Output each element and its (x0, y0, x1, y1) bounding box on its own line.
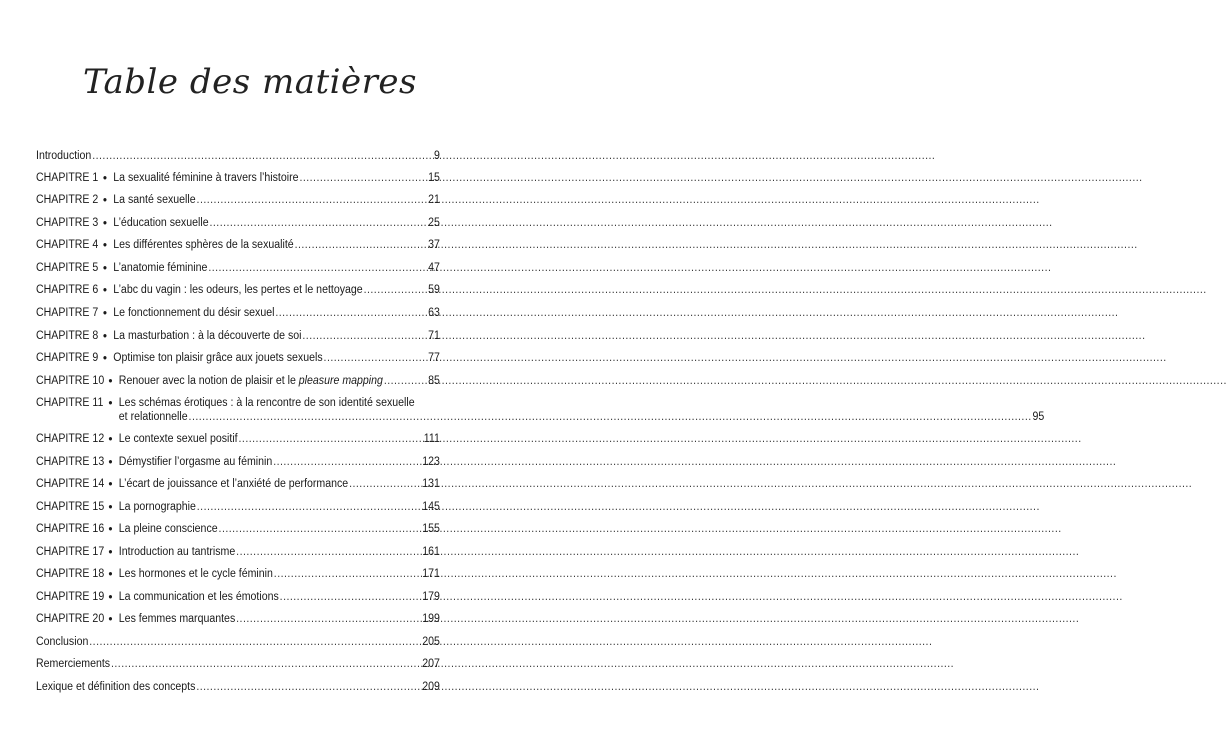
page-number: 37 (428, 239, 440, 251)
bullet-icon: ● (102, 195, 108, 204)
chapter-number: CHAPITRE 20 (36, 613, 105, 625)
toc-entry-chapitre-18[interactable] (36, 567, 440, 581)
page-number: 179 (422, 591, 440, 603)
chapter-number: CHAPITRE 13 (36, 456, 105, 468)
page-number: 111 (423, 433, 440, 445)
toc-entry-introduction[interactable] (36, 149, 440, 163)
chapter-number: CHAPITRE 12 (36, 433, 105, 445)
dot-leader (302, 329, 427, 343)
page-number: 25 (428, 217, 440, 229)
bullet-icon: ● (102, 353, 108, 362)
toc-entry-remerciements[interactable] (36, 657, 440, 671)
toc-entry-lexique[interactable] (36, 680, 440, 694)
chapter-number: CHAPITRE 3 (36, 217, 99, 229)
chapter-number: CHAPITRE 19 (36, 591, 105, 603)
page-number: 131 (422, 478, 440, 490)
dot-leader (111, 657, 421, 671)
page-number: 95 (1032, 411, 1045, 423)
bullet-icon: ● (108, 592, 113, 601)
bullet-icon: ● (102, 240, 108, 249)
entry-label: L’écart de jouissance et l’anxiété de performance (118, 478, 349, 490)
bullet-icon: ● (108, 569, 113, 578)
toc-entry-conclusion[interactable] (36, 635, 440, 649)
page-number: 71 (428, 330, 440, 342)
entry-label: Optimise ton plaisir grâce aux jouets sexuels (113, 352, 323, 364)
entry-label: La santé sexuelle (113, 194, 196, 206)
toc-entry-chapitre-1[interactable] (36, 171, 440, 185)
bullet-icon: ● (102, 173, 108, 182)
entry-label-line2-wrap (119, 410, 1045, 424)
entry-label: La pleine conscience (118, 523, 218, 535)
page-number: 63 (428, 307, 440, 319)
bullet-icon: ● (108, 398, 113, 407)
page-number: 77 (428, 352, 440, 364)
page-number: 161 (422, 546, 440, 558)
chapter-number: CHAPITRE 4 (36, 239, 99, 251)
dot-leader (275, 306, 427, 320)
chapter-number: CHAPITRE 11 (36, 397, 104, 409)
chapter-number: CHAPITRE 7 (36, 307, 99, 319)
dot-leader (197, 500, 422, 514)
page-number: 123 (422, 456, 440, 468)
entry-label: Introduction au tantrisme (118, 546, 236, 558)
toc-title: Table des matières (82, 62, 417, 102)
dot-leader (324, 351, 428, 365)
entry-label-block (119, 396, 1045, 424)
toc-entry-chapitre-10[interactable] (36, 374, 440, 388)
dot-leader (219, 522, 422, 536)
toc-entry-chapitre-8[interactable] (36, 329, 440, 343)
toc-entry-chapitre-17[interactable] (36, 545, 440, 559)
bullet-icon: ● (108, 614, 113, 623)
chapter-number: CHAPITRE 1 (36, 172, 99, 184)
toc-entry-chapitre-11[interactable] (36, 396, 1045, 424)
dot-leader (210, 216, 428, 230)
bullet-icon: ● (102, 331, 108, 340)
bullet-icon: ● (108, 524, 113, 533)
page-number: 85 (428, 375, 440, 387)
entry-label-line2: et relationnelle (118, 411, 188, 423)
toc-entry-chapitre-19[interactable] (36, 590, 440, 604)
toc-entry-chapitre-6[interactable] (36, 283, 440, 297)
toc-entry-chapitre-2[interactable] (36, 193, 440, 207)
toc-entry-chapitre-13[interactable] (36, 455, 440, 469)
chapter-number: CHAPITRE 6 (36, 284, 99, 296)
toc-entry-chapitre-9[interactable] (36, 351, 440, 365)
bullet-icon: ● (108, 457, 113, 466)
entry-label: Les schémas érotiques : à la rencontre de son identité sexuelle (118, 397, 415, 409)
page-number: 205 (422, 636, 440, 648)
dot-leader (280, 590, 422, 604)
page-number: 145 (422, 501, 440, 513)
page-number: 171 (422, 568, 440, 580)
chapter-number: CHAPITRE 9 (36, 352, 99, 364)
entry-label: Renouer avec la notion de plaisir et le (118, 375, 296, 387)
bullet-icon: ● (102, 308, 108, 317)
dot-leader (189, 410, 1032, 424)
dot-leader (239, 432, 423, 446)
dot-leader (349, 477, 421, 491)
dot-leader (89, 635, 421, 649)
entry-label: La pornographie (118, 501, 196, 513)
dot-leader (92, 149, 433, 163)
page-number: 9 (433, 150, 440, 162)
entry-label-italic: pleasure mapping (298, 375, 383, 387)
entry-label: Les hormones et le cycle féminin (118, 568, 273, 580)
page-number: 199 (422, 613, 440, 625)
dot-leader (273, 455, 421, 469)
bullet-icon: ● (108, 502, 113, 511)
toc-entry-chapitre-15[interactable] (36, 500, 440, 514)
chapter-number: CHAPITRE 2 (36, 194, 99, 206)
entry-label: Les différentes sphères de la sexualité (113, 239, 294, 251)
bullet-icon: ● (108, 479, 113, 488)
entry-label: L’éducation sexuelle (113, 217, 209, 229)
toc-entry-chapitre-4[interactable] (36, 238, 440, 252)
toc-entry-chapitre-3[interactable] (36, 216, 440, 230)
toc-entry-chapitre-20[interactable] (36, 612, 440, 626)
entry-label: La sexualité féminine à travers l’histoire (113, 172, 299, 184)
bullet-icon: ● (108, 376, 113, 385)
entry-label: L’anatomie féminine (113, 262, 208, 274)
entry-label: Introduction (36, 150, 92, 162)
dot-leader (295, 238, 428, 252)
dot-leader (197, 193, 428, 207)
dot-leader (299, 171, 427, 185)
chapter-number: CHAPITRE 14 (36, 478, 105, 490)
dot-leader (236, 612, 421, 626)
toc-entry-chapitre-7[interactable] (36, 306, 440, 320)
page-number: 15 (428, 172, 440, 184)
entry-label: Le fonctionnement du désir sexuel (113, 307, 275, 319)
dot-leader (196, 680, 421, 694)
toc-entry-chapitre-14[interactable] (36, 477, 440, 491)
entry-label: Démystifier l’orgasme au féminin (118, 456, 273, 468)
chapter-number: CHAPITRE 5 (36, 262, 99, 274)
entry-label: Les femmes marquantes (118, 613, 236, 625)
page-number: 59 (428, 284, 440, 296)
entry-label: L’abc du vagin : les odeurs, les pertes et le nettoyage (113, 284, 363, 296)
chapter-number: CHAPITRE 15 (36, 501, 105, 513)
chapter-number: CHAPITRE 8 (36, 330, 99, 342)
bullet-icon: ● (102, 263, 108, 272)
dot-leader (384, 374, 427, 388)
chapter-number: CHAPITRE 18 (36, 568, 105, 580)
bullet-icon: ● (108, 434, 113, 443)
dot-leader (364, 283, 428, 297)
page-number: 209 (422, 681, 440, 693)
chapter-number: CHAPITRE 10 (36, 375, 105, 387)
toc-entry-chapitre-12[interactable] (36, 432, 440, 446)
entry-label: Conclusion (36, 636, 89, 648)
bullet-icon: ● (102, 285, 108, 294)
toc-entry-chapitre-5[interactable] (36, 261, 440, 275)
page-number: 207 (422, 658, 440, 670)
page-number: 155 (422, 523, 440, 535)
chapter-number: CHAPITRE 17 (36, 546, 105, 558)
bullet-icon: ● (102, 218, 108, 227)
entry-label: Lexique et définition des concepts (36, 681, 196, 693)
entry-label: Remerciements (36, 658, 111, 670)
page-number: 21 (428, 194, 440, 206)
dot-leader (274, 567, 422, 581)
entry-label-wrap (119, 374, 383, 388)
chapter-number: CHAPITRE 16 (36, 523, 105, 535)
entry-label: La masturbation : à la découverte de soi (113, 330, 302, 342)
dot-leader (236, 545, 421, 559)
page-number: 47 (428, 262, 440, 274)
dot-leader (208, 261, 427, 275)
bullet-icon: ● (108, 547, 113, 556)
toc-entry-chapitre-16[interactable] (36, 522, 440, 536)
entry-label: Le contexte sexuel positif (118, 433, 238, 445)
entry-label: La communication et les émotions (118, 591, 279, 603)
